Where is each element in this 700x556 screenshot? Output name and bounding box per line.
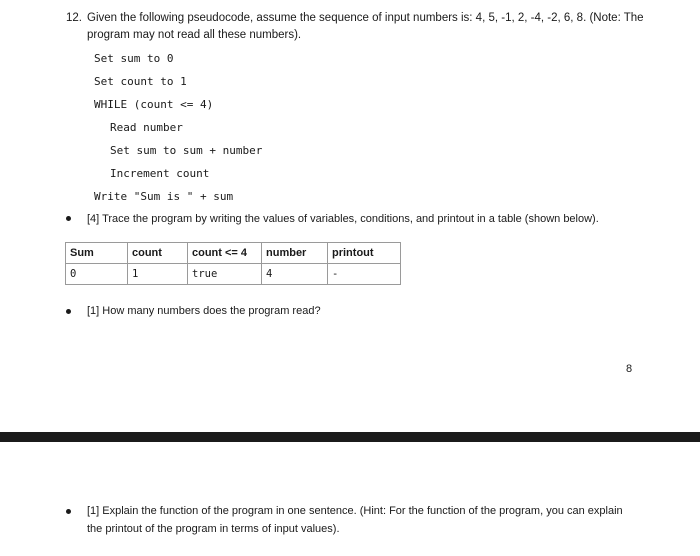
- bullet-dot-icon: [66, 309, 71, 314]
- explain-question-line-2: the printout of the program in terms of input values).: [87, 523, 340, 535]
- document-page-2: [0, 442, 700, 556]
- question-text-line-1: Given the following pseudocode, assume the sequence of input numbers is: 4, 5, -1, 2, -4, -2, 6, 8. (Note: The: [87, 12, 644, 24]
- table-row: [66, 264, 401, 285]
- header-condition: count <= 4: [188, 243, 262, 264]
- code-line-4: Read number: [110, 121, 183, 134]
- question-number: 12.: [66, 12, 82, 24]
- header-number: number: [262, 243, 328, 264]
- code-line-2: Set count to 1: [94, 75, 187, 88]
- trace-table-header-row: [66, 243, 401, 264]
- how-many-question: [1] How many numbers does the program read?: [87, 305, 321, 317]
- bullet-dot-icon: [66, 216, 71, 221]
- page-divider: [0, 432, 700, 442]
- code-line-1: Set sum to 0: [94, 52, 174, 65]
- page-number: 8: [626, 363, 633, 375]
- cell-number: 4: [262, 264, 328, 285]
- header-count: count: [128, 243, 188, 264]
- code-line-5: Set sum to sum + number: [110, 144, 263, 157]
- trace-table: [65, 242, 401, 285]
- code-line-3: WHILE (count <= 4): [94, 98, 214, 111]
- trace-instruction: [4] Trace the program by writing the values of variables, conditions, and printout in a table (shown below).: [87, 213, 599, 225]
- explain-question-line-1: [1] Explain the function of the program in one sentence. (Hint: For the function of the program, you can explain: [87, 505, 623, 517]
- bullet-dot-icon: [66, 509, 71, 514]
- cell-printout: -: [328, 264, 401, 285]
- header-sum: Sum: [66, 243, 128, 264]
- code-line-6: Increment count: [110, 167, 210, 180]
- cell-sum: 0: [66, 264, 128, 285]
- cell-condition: true: [188, 264, 262, 285]
- cell-count: 1: [128, 264, 188, 285]
- code-line-7: Write "Sum is " + sum: [94, 190, 234, 203]
- question-text-line-2: program may not read all these numbers).: [87, 29, 302, 41]
- header-printout: printout: [328, 243, 401, 264]
